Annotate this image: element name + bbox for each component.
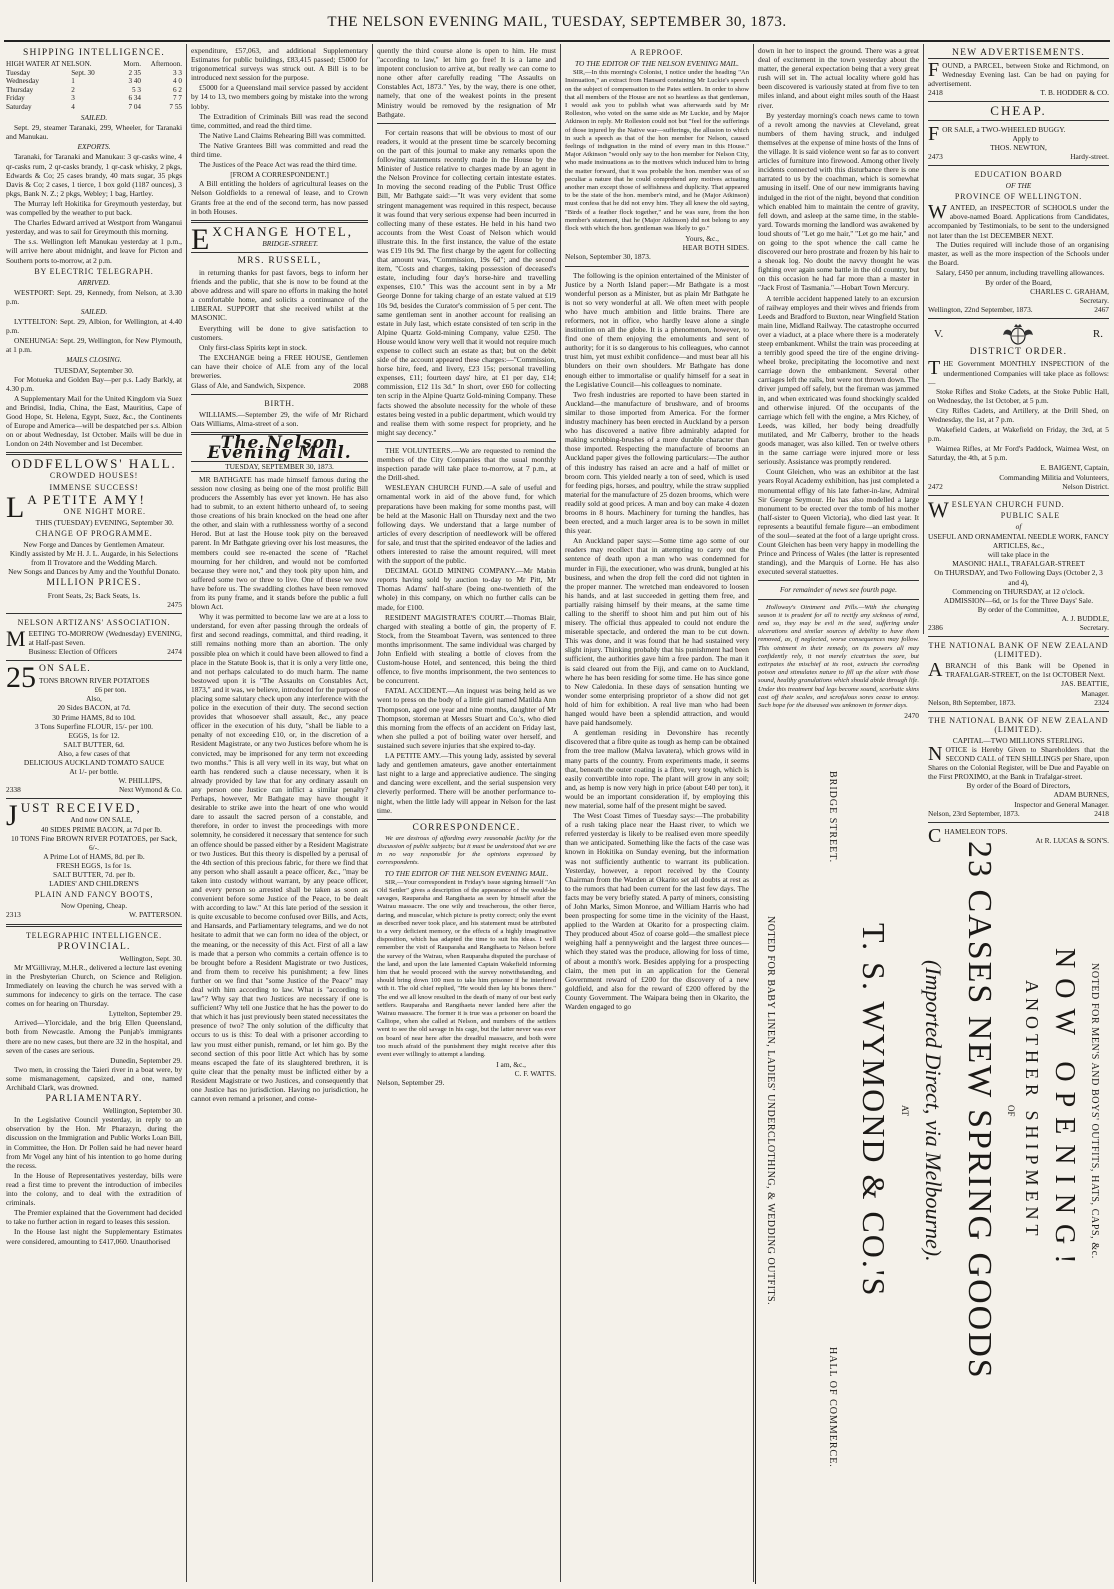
ad-number: 2475 — [167, 599, 182, 609]
drop-cap: W — [928, 201, 947, 224]
ad-block: W ANTED, an INSPECTOR of SCHOOLS under the above-named Board. Applications from Candidates, accompanied by Testimonials, to be sent to the undersigned not later than the 1st DECEMBER NEXT. — [928, 201, 1109, 240]
table-row: Thursday 2 5 3 6 2 — [6, 85, 182, 94]
paragraph: Count Gleichen, who was an exhibitor at the last years Royal Academy exhibition, has just completed a monumental effigy of his late father-in-law, Admiral Sir George Seymour. He has also modelled a large monument to be erected over the tomb of his mother (half-sister to Queen Victoria), who died last year. It represents a beautiful female figure—an embodiment of the soul—seated at the foot of a large upright cross. Count Gleichen has been very happy in modelling the Prince and Princess of Wales (the latter is represented standing), and the Marquis of Lorne. He has also executed several statuettes. — [758, 467, 919, 577]
paragraph: In the House last night the Supplementary Estimates were considered, amounting to £417,060. Unauthorised — [6, 1227, 182, 1246]
paragraph: The Charles Edward arrived at Westport from Wanganui yesterday, and was to sail for Greymouth this morning. — [6, 218, 182, 237]
drop-cap: F — [928, 122, 940, 145]
drop-cap: N — [928, 743, 943, 765]
masthead-rule — [4, 40, 1110, 42]
ad-block: E XCHANGE HOTEL, — [191, 222, 353, 256]
ad-block: W ESLEYAN CHURCH FUND. — [928, 496, 1065, 522]
paragraph: Arrived—Ylorcidale, and the brig Ellen Queensland, both from Newcastle. Among the Punjab's immigrants there are no new cases, but there are 32 in the hospital, and seven of the cases are serious. — [6, 1018, 182, 1055]
masthead: THE NELSON EVENING MAIL, TUESDAY, SEPTEMBER 30, 1873. — [327, 14, 787, 30]
divider — [6, 798, 182, 799]
ad-line: NOW OPENING! — [1049, 947, 1080, 1274]
ad-line: Front Seats, 2s; Back Seats, 1s. — [47, 590, 141, 600]
tide-table — [6, 60, 182, 111]
ad-line: New Forge and Dances by Gentlemen Amateur. — [23, 540, 165, 550]
paragraph: The following is the opinion entertained of the Minister of Justice by a North Island paper:—Mr Bathgate is a most wonderful person as a Minister, but as plain Mr Bathgate he is not so very wonderful at all. We often meet with people who have much ambition and little brains. There are reformers, not in office, who hardly leave alone a single institution on all the globe. It is a phenomenon, however, to find one of them enjoying the emoluments and sent of authority; for it is so dangerous to his colleagues, who cannot trust him, yet must exhibit confidence—and must bear all his blunders on their own shoulders. Mr Bathgate has done enough either to immortalise or qualify himself for a seat in the Legislative Council—his colleagues to nominate. — [565, 270, 749, 389]
paragraph: LYTTELTON: Sept. 29, Albion, for Wellington, at 4.40 p.m. — [6, 317, 182, 336]
divider — [191, 394, 368, 395]
section-heading: A REPROOF. — [630, 48, 684, 57]
paragraph: WESLEYAN CHURCH FUND.—A sale of useful and ornamental work in aid of the above fund, for which preparations have been making for some months past, will be held at the Masonic Hall on Thursday next and the two following days. We understand that a large number of articles of every description of needlework will be offered for sale, and trust that the spirited endeavor of the ladies and others interested to raise the amount required, will meet with the support of the public. — [377, 483, 556, 566]
divider — [6, 924, 182, 927]
ad-line: CROWDED HOUSES! — [49, 471, 139, 481]
drop-cap: J — [6, 799, 18, 833]
paragraph: Holloway's Ointment and Pills.—With the changing season it is prudent for all to rectify any sickness of mind, tend so, they may be evil in the seed, suffering under ulcerations and similar sources of debility to have them removed, as, if neglected, worse consequences may follow. This ointment in their remedy, on its powers all may confidently rely, it not merely cicatrises the sore, but extirpates the mischief at its root, extracts the corroding poison and stimulates nature to fill up the ulcer with those sound, healthy granulations which should abide through life. Under this treatment bad legs become sound, scorbutic skins cast off their scales, and scrofulous sores cease to annoy. Such hope for the diseased was unknown in former days. — [758, 603, 919, 709]
divider — [6, 613, 182, 614]
drop-cap: E — [191, 222, 210, 256]
paragraph: The Native Grantees Bill was committed and read the third time. — [191, 140, 368, 160]
ad-block: N OTICE is Hereby Given to Shareholders that the SECOND CALL of TEN SHILLINGS per Share, upon Shares on the Colonial Register, will be Due and Payable on the First PROXIMO, at the Bank in Trafalgar-street. — [928, 743, 1109, 782]
tide-table-header: Afternoon. — [150, 60, 182, 69]
divider — [928, 495, 1109, 496]
paragraph: A terrible accident happened lately to an excursion of railway employes and their wives and friends from Leeds and Bradford to Buxton, near Wingfield Station main line, Midland Railway. The catastrophe occurred over a viaduct, at a place where there is a moderately steep embankment. Whilst the train was proceeding at a terribly good speed the tire of the engine driving-wheel broke, precipitating the locomotive and next carriage down the embankment. Several other carriages left the rails, but were not thrown down. The driver jumped off safely, but the fireman was jammed in, and when extricated was found shockingly scalded and otherwise injured. Of the occupants of the carriage which fell with the engine, a Mrs Kichey, of Leeds, was killed, her body being dreadfully mutilated, and Mr Calberry, brother to the heads goods manager, was also killed. Ten or twelve others in the same carriage were injured more or less seriously. Assistance was promptly rendered. — [758, 293, 919, 467]
section-heading: CORRESPONDENCE. — [412, 822, 521, 833]
column-divider — [560, 44, 561, 1582]
divider — [928, 101, 1109, 102]
paragraph: The Native Land Claims Rehearing Bill was committed. — [199, 130, 366, 140]
paragraph: TUESDAY, September 30. — [54, 365, 134, 375]
paragraph: expenditure, £57,063, and additional Supplementary Estimates for public buildings, £83,415 passed; £5000 for trigonometrical surveys was struck out. A Bill is to be introduced next session for the purpose. — [191, 46, 368, 83]
paragraph: For Motueka and Golden Bay—per p.s. Lady Barkly, at 4.30 p.m. — [6, 374, 182, 393]
tide-table-header: Morn. — [123, 60, 142, 69]
paper-date: TUESDAY, SEPTEMBER 30, 1873. — [191, 461, 368, 472]
vertical-advertisement — [755, 637, 1110, 1584]
paragraph: The Premier explained that the Government had decided to take no further action in regard to leases this session. — [6, 1208, 182, 1227]
column-divider — [923, 44, 924, 634]
ad-block: F OR SALE, a TWO-WHEELED BUGGY. — [928, 122, 1066, 145]
paragraph: Mr M'Gillivray, M.H.R., delivered a lecture last evening in the Presbyterian Church, on Science and Religion. Immediately on leaving the church he was served with a summons for indecency to girls on the terrace. The case comes on for hearing on Thursday. — [6, 962, 182, 1009]
ad-line: NOTED FOR MEN'S AND BOYS' OUTFITS, HATS, CAPS, &c. — [1089, 962, 1100, 1259]
paragraph: quently the third course alone is open to him. He must "according to law," let him go free! It is a lame and impotent conclusion to arrive at, but really we can come to none other after carefully reading "The Assaults on Constables Act, 1873." Yes, by the way, there is one other, namely, that one of the weakest points in the present Ministry would be removed by the resignation of Mr Bathgate. — [377, 46, 556, 119]
ad-block: T HE Government MONTHLY INSPECTION of the undermentioned Companies will take place as follows:— — [928, 357, 1109, 387]
paragraph: In the Legislative Council yesterday, in reply to an observation by the Hon. Mr Pharazyn, during the discussion on the Immigration and Public Works Loan Bill, in Committee, the Hon. Dr Pollen said he had never heard from Mr Vogel any hint of his intention to go home during the recess. — [6, 1115, 182, 1170]
drop-cap: C — [928, 824, 942, 847]
paragraph: A Bill entitling the holders of agricultural leases on the Nelson Goldfields to a renewal of lease, and to Crown Grants free at the end of the second term, has now passed in both Houses. — [191, 179, 368, 216]
drop-cap: A — [928, 659, 943, 682]
subheading: MAILS CLOSING. — [66, 355, 122, 365]
section-heading: PARLIAMENTARY. — [45, 1094, 143, 1105]
column-3: quently the third course alone is open to him. He must "according to law," let him go free! It is a lame and impotent conclusion to arrive at, but really we can come to none other after carefully reading "The Assaults on Constables Act, 1873." Yes, by the way, there is one other, namely, that one of the weakest points in the present Ministry would be removed by the resignation of Mr Bathgate. For certain reasons that will be obvious to most of our readers, it would at the present time be scarcely becoming on the part of this journal to make any remarks upon the following statements recently made in the House by the Minister of Justice relative to charges made by an agent in the Nelson Province for collecting certain intestate estates. In moving the second reading of the Public Trust Office Bill, Mr Bathgate said:—"It was very evident that some stringent management was required in this respect, because it was found that very serious expense had been incurred in collecting many of these estates. He held in his hand two accounts from the West Coast of Nelson which would illustrate this. In the first instance, the value of the estate was £19 10s 9d. The first charge by the agent for collecting that amount was, "Commission, 19s 6d"; and the second item, "Costs and charges, taking possession of deceased's estate, including four day's horse-hire and travelling expenses, £10." This was the account sent in by a Mr George Donne for taking charge of an estate valued at £19 10s 9d, besides the Curator's commission of 5 per cent. The same gentleman sent in another account for realising an estate in July last, which estate consisted of ten scrip in the Alpine Quartz Gold-mining Company, value £250. The House would know very well that it would not require much expense to collect such an estate as that; but on the debit side of the account appeared these charges:—"Commission, horse hire, feed, and livery, £23 15s; personal travelling expenses, £11; fourteen days' hire, at £1 per day, £14; commission, £12 11s 3d." In short, over £60 for collecting ten scrip in the Alpine Quartz Gold-mining Company. These facts showed the absolute necessity for the whole of these estates being vested in a public department, which would try and realise them with some respect for propriety, and he might say decency." THE VOLUNTEERS.—We are requested to remind the members of the City Companies that the usual monthly inspection parade will take place to-morrow, at 7 p.m., at the Drill-shed. WESLEYAN CHURCH FUND.—A sale of useful and ornamental work in aid of the above fund, for which preparations have been making for some months past, will be held at the Masonic Hall on Thursday next and the two following days. We understand that a large number of articles of every description of needlework will be offered for sale, and trust that the spirited endeavor of the ladies and others interested to raise the amount required, will meet with the support of the public. DECIMAL GOLD MINING COMPANY.—Mr Mabin reports having sold by auction to-day to Mr Pitt, Mr Thomas Adams' half-share (being one-twentieth of the whole) in this company, on which no further calls can be made, for £100. RESIDENT MAGISTRATE'S COURT.—Thomas Blair, charged with stealing a bottle of gin, the property of F. Stock, from the Steamboat Tavern, was sentenced to three months imprisonment. The same individual was charged by John Enfield with stealing a bottle of cloves from the Custom-house Hotel, and sentenced, this being the third offence, to five months imprisonment, the two sentences to be concurrent. FATAL ACCIDENT.—An inquest was being held as we went to press on the body of a little girl named Matilda Ann Thompson, aged one year and nine months, daughter of Mr Thompson, storeman at Messrs Stuart and Co.'s, who died this morning from the effects of an accident on Friday last, when she pulled a pot of boiling water over herself, and sustained such severe injuries that she expired to-day. LA PETITE AMY.—This young lady, assisted by several lady and gentlemen amateurs, gave another entertainment last night to a large and appreciative audience. The singing and dancing were excellent, and the serial suspension very cleverly performed. There will be another performance to-night, when the little lady will appear in Nelson for the last time. CORRESPONDENCE. We are desirous of affording every reasonable facility for the discussion of public subjects; but it must be understood that we are in no way responsible for the opinions expressed by correspondents. TO THE EDITOR OF THE NELSON EVENING MAIL. SIR,—Your correspondent in Friday's issue signing himself "An Old Settler" gives a description of the appearance of the would-be savages, Rauparaha and Rangihaeta as seen by himself after the Wairau massacre. The one wily and treacherous, the other fierce, daring, and muscular, which picture is pretty correct; only the event as described never took place, and his statement must be attributed to a very deficient memory, or the effects of a highly imaginative disposition, which has adapted the time to suit his ideas. I well remember the visit of Rauparaha and Rangihaeta to Nelson before the survey of the Wairau, when Rauparaha disputed the purchase of the land, and upon the late lamented Captain Wakefield informing him that he would proceed with the survey notwithstanding, and should bring down 100 men to take him prisoner if he interfered with it. The old chief replied, "He would then lay his bones there." The end we all know resulted in the death of many of our best early settlers. Rauparaha and Rangihaeta never landed here after the Wairau massacre. The former it is true was a prisoner on board the Calliope, when she called at Nelson, and numbers of the settlers went to see the old savage in his cage, but the latter never was ever on board of near here after the dreadful massacre, and both were too much afraid of the punishment they might receive after this event ever willingly to attempt a landing. I am, &c., C. F. WATTS. Nelson, September 29. — [377, 46, 556, 1088]
ad-line: THIS (TUESDAY) EVENING, September 30. — [35, 517, 174, 527]
column-divider — [372, 44, 373, 1582]
subheading: SAILED. — [80, 306, 108, 316]
ad-block: C HAMELEON TOPS. — [928, 824, 1008, 847]
ad-line: BRIDGE STREET. — [827, 770, 838, 864]
paragraph: The Murray left Hokitika for Greymouth yesterday, but was compelled by the weather to put back. — [6, 198, 182, 218]
divider — [758, 580, 919, 581]
paragraph: A Supplementary Mail for the United Kingdom via Suez and Brindisi, India, China, the East, Mauritius, Cape of Good Hope, St. Helena, Egypt, Suez, &c., the Continents of Europe and America—will be despatched per s.s. Albion on or about Wednesday, 1st October. Mails will be due in London on 24th November and 1st December. — [6, 393, 182, 449]
ad-footer: Business: Election of Officers 2474 — [28, 646, 182, 656]
column-divider — [753, 44, 754, 1582]
paragraph: Sept. 29, steamer Taranaki, 299, Wheeler, for Taranaki and Manukau. — [6, 123, 182, 142]
paragraph: An Auckland paper says:—Some time ago some of our readers may recollect that in attempting to carry out the sentence of death upon a man who was condemned for murder in Fiji, the executioner, who was drunk, bungled at his business, and when the drop fell the cord did not tighten in the proper manner. The wretched man endeavored to loosen his hands, and at last succeeded in getting them free, and partially raising himself by their means, at the same time calling to the sheriff to shoot him and put him out of his misery. The official thus appealed to could not endure the miserable spectacle, and ordered the man to be cut down. This was done, and it was found that he had sustained very slight injury. Thinking probably that his punishment had been sufficient, the authorities gave him a free pardon. The man it is said cleared out from the Fiji, and came on to Auckland, where he has been residing for some time. He has since gone to New Caledonia. In these days of sensation hunting we wonder some enterprising proprietor of a show did not get hold of him for exhibition. A real live man who had been hanged would have been a splendid attraction, and would have paid handsomely. — [565, 536, 749, 728]
paragraph: Taranaki, for Taranaki and Manukau: 3 qr-casks wine, 4 qr-casks rum, 2 qr-casks brandy, 1 qr-cask whisky, 2 pkgs, Edwards & Co; 25 cases brandy, 40 mats sugar, 35 pkgs Davis & Co; 2 cases, 1 tierce, 1 box gold (1187 ounces), 3 pkgs, Bank N. Z.; 2 pkgs, Webley; 1 bag, Hartley. — [6, 152, 182, 198]
ad-line: A PETITE AMY! — [27, 491, 146, 507]
ad-line: MILLION PRICES. — [46, 578, 142, 589]
divider — [191, 252, 368, 253]
paragraph: The s.s. Wellington left Manukau yesterday at 1 p.m., will arrive here about midnight, and leave for Picton and Southern ports to-morrow, at 2 p.m. — [6, 237, 182, 265]
paragraph: DECIMAL GOLD MINING COMPANY.—Mr Mabin reports having sold by auction to-day to Mr Pitt, Mr Thomas Adams' half-share (being one-twentieth of the whole) in this company, on which no further calls can be made, for £100. — [377, 566, 556, 612]
section-heading: PROVINCIAL. — [57, 941, 131, 952]
ad-line: OF — [1006, 1104, 1016, 1117]
paragraph: A gentleman residing in Devonshire has recently discovered that a fibre quite as tough as hemp can be obtained from the tree mallow (Malva lavatera), which grows wild in many parts of the country. From experiments made, it seems that, beneath the outer coating is a fibre, very tough, which is easily convertible into rope. The plant will grow in any soil; and, as hemp is now very high in price (about £40 per ton), it would be an important consideration if, by employing this new material, some half of the present might be saved. — [565, 728, 749, 810]
divider — [191, 220, 368, 223]
ad-line: (Imported Direct, via Melbourne). — [921, 959, 946, 1262]
divider — [928, 318, 1109, 319]
paragraph: Two men, in crossing the Taieri river in a boat were, by some mismanagement, capsized, and one, named Archibald Clark, was drowned. — [6, 1064, 182, 1092]
drop-cap: M — [6, 625, 26, 651]
drop-cap: 25 — [6, 661, 36, 695]
royal-crest: V. R. — [934, 323, 1103, 345]
editorial-paragraph: MR BATHGATE has made himself famous during the session now closing as being one of the most prolific Bill producers the Assembly has ever yet known. He has also had to submit, to an extent hitherto unheard of, to seeing those creations of his brain knocked on the head one after the other, and slain with a ruthlessness worthy of a second Herod. But at last the House took pity on the bereaved parent. In Mr Bathgate grieving over his lost measures, the members could see re-enacted the scene of "Rachel mourning for her children, and would not be comforted because they were not," and they took pity upon him, and suffered some two or three to live. One of these we now have before us. The swaddling clothes have been removed from its puny frame, and it stands before the public a full blown Act. — [191, 474, 368, 612]
divider — [6, 452, 182, 455]
paragraph: WESTPORT: Sept. 29, Kennedy, from Nelson, at 3.30 p.m. — [6, 287, 182, 306]
ad-heading: NELSON ARTIZANS' ASSOCIATION. — [17, 617, 171, 627]
divider — [565, 266, 749, 267]
table-row: Wednesday 1 3 40 4 0 — [6, 77, 182, 86]
ad-line: 23 CASES NEW SPRING GOODS — [961, 841, 998, 1380]
paragraph: LA PETITE AMY.—This young lady, assisted by several lady and gentlemen amateurs, gave another entertainment last night to a large and appreciative audience. The singing and dancing were excellent, and the serial suspension very cleverly performed. There will be another performance to-night, when the little lady will appear in Nelson for the last time. — [377, 751, 556, 815]
ad-block: F OUND, a PARCEL, between Stoke and Richmond, on Wednesday Evening last. Can be had on paying for advertisement. — [928, 59, 1109, 89]
paper-title: The Nelson Evening Mail. — [207, 433, 352, 463]
ad-line: New Songs and Dances by Amy and the Youthful Donato. — [8, 567, 180, 577]
paragraph: In the House of Representatives yesterday, bills were read a first time to prevent the introduction of imbeciles into the colony, and to deal with the extradition of criminals. — [6, 1170, 182, 1208]
paragraph: For certain reasons that will be obvious to most of our readers, it would at the present time be scarcely becoming on the part of this journal to make any remarks upon the following statements recently made in the House by the Minister of Justice relative to charges made by an agent in the Nelson Province for collecting certain intestate estates. In moving the second reading of the Public Trust Office Bill, Mr Bathgate said:—"It was very evident that some stringent management was required in this respect, because it was found that very serious expense had been incurred in collecting many of these estates. He held in his hand two accounts from the West Coast of Nelson which would illustrate this. In the first instance, the value of the estate was £19 10s 9d. The first charge by the agent for collecting that amount was, "Commission, 19s 6d"; and the second item, "Costs and charges, taking possession of deceased's estate, including four day's horse-hire and travelling expenses, £10." This was the account sent in by a Mr George Donne for taking charge of an estate valued at £19 10s 9d, besides the Curator's commission of 5 per cent. The same gentleman sent in another account for realising an estate in July last, which estate consisted of ten scrip in the Alpine Quartz Gold-mining Company, value £250. The House would know very well that it would not require much expense to collect such an estate as that; but on the debit side of the account appeared these charges:—"Commission, horse hire, feed, and livery, £23 15s; personal travelling expenses, £11; fourteen days' hire, at £1 per day, £14; commission, £12 11s 3d." In short, over £60 for collecting ten scrip in the Alpine Quartz Gold-mining Company. These facts showed the absolute necessity for the whole of these estates being vested in a public department, which would try and realise them with some respect for propriety, and he might say decency." — [377, 127, 556, 437]
ad-line: IMMENSE SUCCESS! — [49, 482, 139, 492]
column-1: SHIPPING INTELLIGENCE. HIGH WATER AT NELSON. Morn. Afternoon. Tuesday Sept. 30 2 35 3 3 Wednesday 1 3 40 4 0 Thursday 2 5 3 6 2 Friday 3 6 34 7 7 Saturday 4 7 04 7 55 SAILED. Sept. 29, steamer Taranaki, 299, Wheeler, for Taranaki and Manukau. EXPORTS. Taranaki, for Taranaki and Manukau: 3 qr-casks wine, 4 qr-casks rum, 2 qr-casks brandy, 1 qr-cask whisky, 2 pkgs, Edwards & Co; 25 cases brandy, 40 mats sugar, 35 pkgs Davis & Co; 2 cases, 1 tierce, 1 box gold (1187 ounces), 3 pkgs, Bank N. Z.; 2 pkgs, Webley; 1 bag, Hartley. The Murray left Hokitika for Greymouth yesterday, but was compelled by the weather to put back. The Charles Edward arrived at Westport from Wanganui yesterday, and was to sail for Greymouth this morning. The s.s. Wellington left Manukau yesterday at 1 p.m., will arrive here about midnight, and leave for Picton and Southern ports to-morrow, at 2 p.m. BY ELECTRIC TELEGRAPH. ARRIVED. WESTPORT: Sept. 29, Kennedy, from Nelson, at 3.30 p.m. SAILED. LYTTELTON: Sept. 29, Albion, for Wellington, at 4.40 p.m. ONEHUNGA: Sept. 29, Wellington, for New Plymouth, at 1 p.m. MAILS CLOSING. TUESDAY, September 30. For Motueka and Golden Bay—per p.s. Lady Barkly, at 4.30 p.m. A Supplementary Mail for the United Kingdom via Suez and Brindisi, India, China, the East, Mauritius, Cape of Good Hope, St. Helena, Egypt, Suez, &c., the Continents of Europe and America—will be despatched per s.s. Albion on or about Wednesday, 1st October. Mails will be due in London on 24th November and 1st December. ODDFELLOWS' HALL. CROWDED HOUSES! IMMENSE SUCCESS! L A PETITE AMY! ONE NIGHT MORE. THIS (TUESDAY) EVENING, September 30. CHANGE OF PROGRAMME. New Forge and Dances by Gentlemen Amateur. Kindly assisted by Mr H. J. L. Augarde, in his Selections from Il Trovatore and the Wedding March. New Songs and Dances by Amy and the Youthful Donato. MILLION PRICES. Front Seats, 2s; Back Seats, 1s. 2475 NELSON ARTIZANS' ASSOCIATION. M EETING TO-MORROW (Wednesday) EVENING, at Half-past Seven. Business: Election of Officers 2474 25 ON SALE. TONS BROWN RIVER POTATOES £6 per ton. Also, 20 Sides BACON, at 7d. 30 Prime HAMS, 8d to 10d. 3 Tons Superfine FLOUR, 15/- per 100. EGGS, 1s for 12. SALT BUTTER, 6d. Also, a few cases of that DELICIOUS AUCKLAND TOMATO SAUCE At 1/- per bottle. W. PHILLIPS, 2338 Next Wymond & Co. J UST RECEIVED, And now ON SALE, 40 SIDES PRIME BACON, at 7d per lb. 10 TONS Fine BROWN RIVER POTATOES, per Sack, 6/-. A Prime Lot of HAMS, 8d. per lb. FRESH EGGS, 1s for 1s. SALT BUTTER, 7d. per lb. LADIES' AND CHILDREN'S PLAIN AND FANCY BOOTS, Now Opening, Cheap. 2313 W. PATTERSON. TELEGRAPHIC INTELLIGENCE. PROVINCIAL. Wellington, Sept. 30. Mr M'Gillivray, M.H.R., delivered a lecture last evening in the Presbyterian Church, on Science and Religion. Immediately on leaving the church he was served with a summons for indecency to girls on the terrace. The case comes on for hearing on Thursday. Lyttelton, September 29. Arrived—Ylorcidale, and the brig Ellen Queensland, both from Newcastle. Among the Punjab's immigrants there are no new cases, but there are 32 in the hospital, and seven of the cases are serious. Dunedin, September 29. Two men, in crossing the Taieri river in a boat were, by some mismanagement, capsized, and one, named Archibald Clark, was drowned. PARLIAMENTARY. Wellington, September 30. In the Legislative Council yesterday, in reply to an observation by the Hon. Mr Pharazyn, during the discussion on the Immigration and Public Works Loan Bill, in Committee, the Hon. Dr Pollen said he had never heard from Mr Vogel any hint of his intention to go home during the recess. In the House of Representatives yesterday, bills were read a first time to prevent the introduction of imbeciles into the colony, and to deal with the extradition of criminals. The Premier explained that the Government had decided to take no further action in regard to leases this session. In the House last night the Supplementary Estimates were considered, amounting to £417,060. Unauthorised — [6, 48, 182, 1246]
drop-cap: F — [928, 59, 940, 82]
ad-block: J UST RECEIVED, — [6, 799, 142, 833]
paragraph: Two fresh industries are reported to have been started in Auckland—the manufacture of brushware, and of brooms similar to those imported from America. For the former industry machinery has been erected in Auckland by a person who has discovered a native fibre admirably adapted for making scrubbing-brushes of a more durable character than those imported. Respecting the manufacture of brooms an Auckland paper gives the following particulars:—The author of this industry has raised an acre and a half of millet or broom corn. This yielded nearly a ton of seed, which is used for feeding pigs, horses, and poultry, while the straw supplied material for the manufacture of 25 dozen brooms, which were readily sold at good prices. A man and boy can make 4 dozen brooms in 8 hours. Machinery for turning the handles, has been erected, and a much larger area is to be sown in millet this year. — [565, 389, 749, 536]
paragraph: THE VOLUNTEERS.—We are requested to remind the members of the City Companies that the usual monthly inspection parade will take place to-morrow, at 7 p.m., at the Drill-shed. — [377, 445, 556, 483]
paragraph: £5000 for a Queensland mail service passed by accident by 14 to 13, two members going by mistake into the wrong lobby. — [191, 83, 368, 111]
editorial-paragraph: Why it was permitted to become law we are at a loss to understand, for even after passing through the ordeals of first and second readings, committal, and third reading, it still remains nothing more than an abortion. The only possible plea on which it could have been allowed to find a place in the Statute Book is, that it is only a very little one, and not perhaps calculated to do much harm. The name bestowed upon it is "The Assaults on Constables Act, 1873," and it was, we believe, introduced for the purpose of placing some salutary check upon any interference with the police in the execution of their duty. The second section provides that whosoever shall assault, &c., any peace officer in the execution of his duty, "shall be liable to a penalty of not exceeding £10, or, in the discretion of a Resident Magistrate, or any two Justices before whom he is convicted, may be imprisoned for any term not exceeding two months." This is all very well in its way, but what on earth has rendered such a clause necessary, when it is already provided by law that for any ordinary assault on any person one Justice can inflict a similar penalty? Perhaps, however, Mr Bathgate may have thought it desirable to strike awe into the heart of one who would dare to assault the sacred person of a constable, and therefore, in order to invest the proceedings with more solemnity, he considered it necessary that sentence for such an offence should be passed either by a Resident Magistrate or two Justices. But this theory is dispelled by a perusal of the 4th section of this precious fabric, for there we find that any person who shall assault a peace officer, &c., "may be taken into custody without warrant, by any peace officer, and every person so arrested shall be taken as soon as convenient before some Justice of the Peace, to be dealt with according to law." At this late period of the session it is quite excusable to become confused over Bills, and Acts, and Hansards, and Parliamentary telegrams, and we do not hesitate to admit that we can form no idea of the object, or the meaning, or the necessity of this Act. First of all a law is made that a person who commits a certain offence is to be brought before a Resident Magistrate or two Justices, and from them to receive his punishment; a few lines further on we find that "some Justice of the Peace" may deal with him according to law. What is "according to law"? Why say that two Justices are necessary if one is sufficient? Why tell one Justice that he has the power to do that which it has just previously been stated necessitates the presence of two? The only solution of the difficulty that occurs to us is this: To deal with a prisoner according to law you must either punish, remand, or let him go. By the second section of this poor little Act which has by some means escaped the fate of its slaughtered brethren, it is quite clear that the penalty must be inflicted either by a Resident Magistrate or two Justices, and consequently that one Justice has no jurisdiction. Having no jurisdiction, he cannot even remand a prisoner, and conse- — [191, 612, 368, 1104]
ad-line: Kindly assisted by Mr H. J. L. Augarde, in his Selections from Il Trovatore and the Wedding March. — [9, 549, 179, 568]
section-heading: TELEGRAPHIC INTELLIGENCE. — [26, 930, 162, 940]
divider — [377, 123, 556, 124]
column-6: NEW ADVERTISEMENTS. F OUND, a PARCEL, between Stoke and Richmond, on Wednesday Evening last. Can be had on paying for advertisement. 2418 T. B. HODDER & CO. CHEAP. F OR SALE, a TWO-WHEELED BUGGY. Apply to THOS. NEWTON, 2473 Hardy-street. EDUCATION BOARD OF THE PROVINCE OF WELLINGTON. W ANTED, an INSPECTOR of SCHOOLS under the above-named Board. Applications from Candidates, accompanied by Testimonials, to be sent to the undersigned not later than the 1st DECEMBER NEXT. The Duties required will include those of an organising master, as well as the more inspection of the Schools under the Board. Salary, £450 per annum, including travelling allowances. By order of the Board, CHARLES C. GRAHAM, Secretary. Wellington, 22nd September, 1873. 2467 V. R. DISTRICT ORDER. T HE Government MONTHLY INSPECTION of the undermentioned Companies will take place as follows:— Stoke Rifles and Stoke Cadets, at the Stoke Public Hall, on Wednesday, the 1st October, at 5 p.m. City Rifles Cadets, and Artillery, at the Drill Shed, on Wednesday, the 1st, at 7 p.m. Wakefield Cadets, at Wakefield on Friday, the 3rd, at 5 p.m. Waimea Rifles, at Mr Ford's Paddock, Waimea West, on Saturday, the 4th, at 5 p.m. E. BAIGENT, Captain, Commanding Militia and Volunteers, 2472 Nelson District. W ESLEYAN CHURCH FUND. PUBLIC SALE of USEFUL AND ORNAMENTAL NEEDLE WORK, FANCY ARTICLES, &c., will take place in the MASONIC HALL, TRAFALGAR-STREET On THURSDAY, and Two Following Days (October 2, 3 and 4), Commencing on THURSDAY, at 12 o'clock. ADMISSION—6d, or 1s for the Three Days' Sale. By order of the Committee, A. J. BUDDLE, 2386 Secretary. THE NATIONAL BANK OF NEW ZEALAND (LIMITED). A BRANCH of this Bank will be Opened in TRAFALGAR-STREET, on the 1st OCTOBER Next. JAS. BEATTIE, Manager. Nelson, 8th September, 1873. 2324 THE NATIONAL BANK OF NEW ZEALAND (LIMITED). CAPITAL—TWO MILLIONS STERLING. N OTICE is Hereby Given to Shareholders that the SECOND CALL of TEN SHILLINGS per Share, upon Shares on the Colonial Register, will be Due and Payable on the First PROXIMO, at the Bank in Trafalgar-street. By order of the Board of Directors, ADAM BURNES, Inspector and General Manager. Nelson, 23rd September, 1873. 2418 C HAMELEON TOPS. At R. LUCAS & SON'S. — [928, 48, 1109, 847]
divider — [758, 599, 919, 600]
column-5: down in her to inspect the ground. There was a great deal of excitement in the town yesterday about the matter, the general expectation being that a very great rush will set in. The actual locality where gold has been discovered is variously stated at from five to ten miles inland, and about eight miles south of the Haast river. By yesterday morning's coach news came to town of a revolt among the navvies at Cleveland, great numbers of them having struck, and indulged themselves at the expense of mine hosts of the Inns of the village. It is said violence went so far as to convert articles of furniture into firewood. Among other lively incidents connected with this disturbance there is one narrated to us by the coachman, which is somewhat amusing in itself. One of our new immigrants having indulged in the riot of the night, beyond that condition which enabled him to maintain the centre of gravity, fell down, and asleep at the same time, in the stable-yard. Towards morning the landlord was awakened by loud shouts of "Let go me hair," "Let go me hair," and on going to the spot whence the call came he discovered our hero prostrate and frozen by his hair to a sheoak log. No doubt the navvy thought he was fighting over again some battle in the old country, but on this occasion he had far more than a master in "Jack Frost of Tasmania."—Hobart Town Mercury. A terrible accident happened lately to an excursion of railway employes and their wives and friends from Leeds and Bradford to Buxton, near Wingfield Station main line, Midland Railway. The catastrophe occurred over a viaduct, at a place where there is a moderately steep embankment. Whilst the train was proceeding at a terribly good speed the tire of the engine driving-wheel broke, precipitating the locomotive and next carriage down the embankment. Several other carriages left the rails, but were not thrown down. The driver jumped off safely, but the fireman was jammed in, and when extricated was found shockingly scalded and otherwise injured. Of the occupants of the carriage which fell with the engine, a Mrs Kichey, of Leeds, was killed, her body being dreadfully mutilated, and Mr Calberry, brother to the heads goods manager, was also killed. Ten or twelve others in the same carriage were injured more or less seriously. Assistance was promptly rendered. Count Gleichen, who was an exhibitor at the last years Royal Academy exhibition, has just completed a monumental effigy of his late father-in-law, Admiral Sir George Seymour. He has also modelled a large monument to be erected over the tomb of his mother (half-sister to Queen Victoria), who died last year. It represents a beautiful female figure—an embodiment of the soul—seated at the foot of a large upright cross. Count Gleichen has been very happy in modelling the Prince and Princess of Wales (the latter is represented standing), and the Marquis of Lorne. He has also executed several statuettes. For remainder of news see fourth page. Holloway's Ointment and Pills.—With the changing season it is prudent for all to rectify any sickness of mind, tend so, they may be evil in the seed, suffering under ulcerations and similar sources of debility to have them removed, as, if neglected, worse consequences may follow. This ointment in their remedy, on its powers all may confidently rely, it not merely cicatrises the sore, but extirpates the mischief at its root, extracts the corroding poison and stimulates nature to fill up the ulcer with those sound, healthy granulations which should abide through life. Under this treatment bad legs become sound, scorbutic skins cast off their scales, and scrofulous sores cease to annoy. Such hope for the diseased was unknown in former days. 2470 — [758, 46, 919, 721]
shipping-heading: SHIPPING INTELLIGENCE. — [23, 48, 165, 58]
subheading: SAILED. — [80, 113, 108, 123]
ad-line: NOTED FOR BABY LINEN, LADIES' UNDERCLOTHING, & WEDDING OUTFITS. — [765, 915, 776, 1306]
royal-coat-of-arms-icon — [1001, 323, 1035, 345]
paragraph: The Justices of the Peace Act was read the third time. — [199, 160, 357, 170]
paragraph: SIR,—Your correspondent in Friday's issue signing himself "An Old Settler" gives a description of the appearance of the would-be savages, Rauparaha and Rangihaeta as seen by himself after the Wairau massacre. The one wily and treacherous, the other fierce, daring, and muscular, which picture is pretty correct; only the event as described never took place, and his statement must be attributed to a very deficient memory, or the effects of a highly imaginative disposition, which has adapted the time to suit his ideas. I well remember the visit of Rauparaha and Rangihaeta to Nelson before the survey of the Wairau, when Rauparaha disputed the purchase of the land, and upon the late lamented Captain Wakefield informing him that he would proceed with the survey notwithstanding, and should bring down 100 men to take him prisoner if he interfered with it. The old chief replied, "He would then lay his bones there." The end we all know resulted in the death of many of our best early settlers. Rauparaha and Rangihaeta never landed here after the Wairau massacre. The former it is true was a prisoner on board the Calliope, when she called at Nelson, and numbers of the settlers went to see the old savage in his cage, but the latter never was ever on board of near here after the dreadful massacre, and both were too much afraid of the punishment they might receive after this event ever willingly to attempt a landing. — [377, 878, 556, 1058]
table-row: Tuesday Sept. 30 2 35 3 3 — [6, 68, 182, 77]
paragraph: SIR,—In this morning's Colonist, I notice under the heading "An Insinuation," an extract from Hansard containing Mr Luckie's speech on the subject of compensation to the Pates settlers. In order to show that all members of the House are not so heartless as that gentleman, I would ask you to publish what was afterwards said by Mr Rolleston, who voted on the same side as Mr Luckie, and by Major Atkinson in reply. Mr Rolleston could not but "feel for the sufferings of those injured by the Native war—sufferings, the allusion to which in such a speech as that of the hon member for Nelson, caused feelings of indignation in the mind of every man in this House." Major Atkinson "would only say to the hon member for Nelson City, who made insinuations as to the motives which induced him to bring the matter forward, that it was probable the hon. member was of so peculiar a nature that he could comprehend any motives actuating another man except those of selfishness and duplicity. That appeared to be the state of the hon. member's mind, and he (Major Atkinson) must confess that he did not envy him. They all knew the old saying, "Birds of a feather flock together," and he was sure, from the hon member's statement, that he (Major Atkinson) did not belong to any flock with which the hon. gentleman was likely to go." — [565, 69, 749, 233]
ad-line: HALL OF COMMERCE. — [827, 1346, 838, 1468]
divider — [377, 441, 556, 442]
paragraph: By yesterday morning's coach news came to town of a revolt among the navvies at Cleveland, great numbers of them having struck, and indulged themselves at the expense of mine hosts of the Inns of the village. It is said violence went so far as to convert articles of furniture into firewood. Among other lively incidents connected with this disturbance there is one narrated to us by the coachman, which is somewhat amusing in itself. One of our new immigrants having indulged in the riot of the night, beyond that condition which enabled him to maintain the centre of gravity, fell down, and asleep at the same time, in the stable-yard. Towards morning the landlord was awakened by loud shouts of "Let go me hair," "Let go me hair," and on going to the spot whence the call came he discovered our hero prostrate and frozen by his hair to a sheoak log. No doubt the navvy thought he was fighting over again some battle in the old country, but on this occasion he had far more than a master in "Jack Frost of Tasmania."—Hobart Town Mercury. — [758, 110, 919, 293]
subheading: EXPORTS. — [77, 142, 111, 152]
column-2: expenditure, £57,063, and additional Supplementary Estimates for public buildings, £83,415 passed; £5000 for trigonometrical surveys was struck out. A Bill is to be introduced next session for the purpose. £5000 for a Queensland mail service passed by accident by 14 to 13, two members going by mistake into the wrong lobby. The Extradition of Criminals Bill was read the second time, committed, and read the third time. The Native Land Claims Rehearing Bill was committed. The Native Grantees Bill was committed and read the third time. The Justices of the Peace Act was read the third time. [FROM A CORRESPONDENT.] A Bill entitling the holders of agricultural leases on the Nelson Goldfields to a renewal of lease, and to Crown Grants free at the end of the second term, has now passed in both Houses. E XCHANGE HOTEL, BRIDGE-STREET. MRS. RUSSELL, in returning thanks for past favors, begs to inform her friends and the public, that she is now to be found at the above address and will spare no efforts in making the hotel a comfortable home, and solicits a continuance of the LIBERAL SUPPORT that she received whilst at the MASONIC. Everything will be done to give satisfaction to customers. Only first-class Spirits kept in stock. The EXCHANGE being a FREE HOUSE, Gentlemen can have their choice of ALE from any of the local breweries. Glass of Ale, and Sandwich, Sixpence. 2088 BIRTH. WILLIAMS.—September 29, the wife of Mr Richard Oats Williams, Alma-street of a son. The Nelson Evening Mail. TUESDAY, SEPTEMBER 30, 1873. MR BATHGATE has made himself famous during the session now closing as being one of the most prolific Bill producers the Assembly has ever yet known. He has also had to submit, to an extent hitherto unheard of, to seeing those creations of his brain knocked on the head one after the other, and slain with a ruthlessness worthy of a second Herod. But at last the House took pity on the bereaved parent. In Mr Bathgate grieving over his lost measures, the members could see re-enacted the scene of "Rachel mourning for her children, and would not be comforted because they were not," and they took pity upon him, and suffered some two or three to live. One of these we now have before us. The swaddling clothes have been removed from its puny frame, and it stands before the public a full blown Act. Why it was permitted to become law we are at a loss to understand, for even after passing through the ordeals of first and second readings, committal, and third reading, it still remains nothing more than an abortion. The only possible plea on which it could have been allowed to find a place in the Statute Book is, that it is only a very little one, and not perhaps calculated to do much harm. The name bestowed upon it is "The Assaults on Constables Act, 1873," and it was, we believe, introduced for the purpose of placing some salutary check upon any interference with the police in the execution of their duty. The second section provides that whosoever shall assault, &c., any peace officer in the execution of his duty, "shall be liable to a penalty of not exceeding £10, or, in the discretion of a Resident Magistrate, or any two Justices before whom he is convicted, may be imprisoned for any term not exceeding two months." This is all very well in its way, but what on earth has rendered such a clause necessary, when it is already provided by law that for any ordinary assault on any person one Justice can inflict a similar penalty? Perhaps, however, Mr Bathgate may have thought it desirable to strike awe into the heart of one who would dare to assault the sacred person of a constable, and therefore, in order to invest the proceedings with more solemnity, he considered it necessary that sentence for such an offence should be passed either by a Resident Magistrate or two Justices. But this theory is dispelled by a perusal of the 4th section of this precious fabric, for there we find that any person who shall assault a peace officer, &c., "may be taken into custody without warrant, by any peace officer, and every person so arrested shall be taken as soon as convenient before some Justice of the Peace, to be dealt with according to law." At this late period of the session it is quite excusable to become confused over Bills, and Acts, and Hansards, and Parliamentary telegrams, and we do not hesitate to admit that we can form no idea of the object, or the meaning, or the necessity of this Act. First of all a law is made that a person who commits a certain offence is to be brought before a Resident Magistrate or two Justices, and from them to receive his punishment; a few lines further on we find that "some Justice of the Peace" may deal with him according to law. What is "according to law"? Why say that two Justices are necessary if one is sufficient? Why tell one Justice that he has the power to do that which it has just previously been stated necessitates the presence of two? The only solution of the difficulty that occurs to us is this: To deal with a prisoner according to law you must either punish, remand, or let him go. By the second section of this poor little Act which has by some means escaped the fate of its slaughtered brethren, it is quite clear that the penalty must be inflicted either by a Resident Magistrate or two Justices, and consequently that one Justice has no jurisdiction. Having no jurisdiction, he cannot even remand a prisoner, and conse- — [191, 46, 368, 1104]
drop-cap: T — [928, 357, 941, 380]
paragraph: The West Coast Times of Tuesday says:—The probability of a rush taking place near the Haast river, to which we referred yesterday is likely to be realised even more speedily than we anticipated. Something like the facts of the case was known in Hokitika on Sunday evening, but the information was not sufficiently authentic to warrant its publication. Yesterday, however, a report received by the County Chairman from the Warden at Okarito set all doubts at rest as to the rumors that had been current for the last few days. The facts may be very briefly stated. A party of miners, consisting of John Marks, Simon Monroe, and William Harris who had been prospecting for some time in the vicinity of the Haast, applied to the Warden at Okarito for a prospecting claim. They produced about 45oz of coarse gold—the smallest piece weighing half a pennyweight and the largest three ounces—which they stated was the produce, allowing for loss of time, of about a month's work. Besides applying for a prospecting claim, the men put in an application for the General Government reward of £200 for the discovery of a new goldfield, and also for the reward of £200 offered by the County Government. The Waipara being then in Okarito, the Warden engaged to go — [565, 811, 749, 1012]
ad-line: CHANGE OF PROGRAMME. — [35, 528, 153, 538]
subheading: BY ELECTRIC TELEGRAPH. — [34, 266, 154, 276]
ad-line: EETING TO-MORROW (Wednesday) EVENING, at Half-past Seven. — [28, 628, 182, 647]
paragraph: ONEHUNGA: Sept. 29, Wellington, for New Plymouth, at 1 p.m. — [6, 336, 182, 355]
ad-line: ANOTHER SHIPMENT — [1022, 980, 1042, 1241]
paragraph: FATAL ACCIDENT.—An inquest was being held as we went to press on the body of a little girl named Matilda Ann Thompson, aged one year and nine months, daughter of Mr Thompson, storeman at Messrs Stuart and Co.'s, who died this morning from the effects of an accident on Friday last, when she pulled a pot of boiling water over herself, and sustained such severe injuries that she expired to-day. — [377, 686, 556, 750]
divider — [928, 120, 1109, 121]
ad-block: 25 ON SALE. TONS BROWN RIVER POTATOES — [6, 661, 150, 695]
divider — [377, 819, 556, 820]
column-4: A REPROOF. TO THE EDITOR OF THE NELSON EVENING MAIL. SIR,—In this morning's Colonist, I notice under the heading "An Insinuation," an extract from Hansard containing Mr Luckie's speech on the subject of compensation to the Pates settlers. In order to show that all members of the House are not so heartless as that gentleman, I would ask you to publish what was afterwards said by Mr Rolleston, who voted on the same side as Mr Luckie, and by Major Atkinson in reply. Mr Rolleston could not but "feel for the sufferings of those injured by the Native war—sufferings, the allusion to which in such a speech as that of the hon member for Nelson, caused feelings of indignation in the mind of every man in this House." Major Atkinson "would only say to the hon member for Nelson City, who made insinuations as to the motives which induced him to bring the matter forward, that it was probable the hon. member was of so peculiar a nature that he could comprehend any motives actuating another man except those of selfishness and duplicity. That appeared to be the state of the hon. member's mind, and he (Major Atkinson) must confess that he did not envy him. They all knew the old saying, "Birds of a feather flock together," and he was sure, from the hon member's statement, that he (Major Atkinson) did not belong to any flock with which the hon. gentleman was likely to go." Yours, &c., HEAR BOTH SIDES. Nelson, September 30, 1873. The following is the opinion entertained of the Minister of Justice by a North Island paper:—Mr Bathgate is a most wonderful person as a Minister, but as plain Mr Bathgate he is not so very wonderful at all. We often meet with people who have much ambition and little brains. There are reformers, not in office, who hardly leave alone a single institution on all the globe. It is a phenomenon, however, to find one of them enjoying the emoluments and sent of authority; for it is so dangerous to his colleagues, who cannot trust him, yet must exhibit confidence—and must bear all his blunders on their own shoulders. Mr Bathgate has done enough either to immortalise or qualify himself for a seat in the Legislative Council—his colleagues to nominate. Two fresh industries are reported to have been started in Auckland—the manufacture of brushware, and of brooms similar to those imported from America. For the former industry machinery has been erected in Auckland by a person who has discovered a native fibre admirably adapted for making scrubbing-brushes of a more durable character than those imported. Respecting the manufacture of brooms an Auckland paper gives the following particulars:—The author of this industry has raised an acre and a half of millet or broom corn. This yielded nearly a ton of seed, which is used for feeding pigs, horses, and poultry, while the straw supplied material for the manufacture of 25 dozen brooms, which were readily sold at good prices. A man and boy can make 4 dozen brooms in 8 hours. Machinery for turning the handles, has been erected, and a much larger area is to be sown in millet this year. An Auckland paper says:—Some time ago some of our readers may recollect that in attempting to carry out the sentence of death upon a man who was condemned for murder in Fiji, the executioner, who was drunk, bungled at his business, and when the drop fell the cord did not tighten in the proper manner. The wretched man endeavored to loosen his hands, and at last succeeded in getting them free, and partially raising himself by their means, at the same time calling to the sheriff to shoot him and put him out of his misery. The official thus appealed to could not endure the miserable spectacle, and ordered the man to be cut down. This was done, and it was found that he had sustained very slight injury. Thinking probably that his punishment had been sufficient, the authorities gave him a free pardon. The man it is said cleared out from the Fiji, and came on to Auckland, where he has been residing for some time. He has since gone to New Caledonia. In these days of sensation hunting we wonder some enterprising proprietor of a show did not get hold of him for exhibition. A real live man who had been hanged would have been a splendid attraction, and would have paid handsomely. A gentleman residing in Devonshire has recently discovered that a fibre quite as tough as hemp can be obtained from the tree mallow (Malva lavatera), which grows wild in many parts of the country. From experiments made, it seems that, beneath the outer coating is a fibre, very tough, which is easily convertible into rope. The plant will grow in any soil; and, as hemp is now very high in price (about £40 per ton), it would be an important consideration if, by employing this new material, some half of the present might be saved. The West Coast Times of Tuesday says:—The probability of a rush taking place near the Haast river, to which we referred yesterday is likely to be realised even more speedily than we anticipated. Something like the facts of the case was known in Hokitika on Sunday evening, but the information was not sufficiently authentic to warrant its publication. Yesterday, however, a report received by the County Chairman from the Warden at Okarito set all doubts at rest as to the rumors that had been current for the last few days. The facts may be very briefly stated. A party of miners, consisting of John Marks, Simon Monroe, and William Harris who had been prospecting for some time in the vicinity of the Haast, applied to the Warden at Okarito for a prospecting claim. They produced about 45oz of coarse gold—the smallest piece weighing half a pennyweight and the largest three ounces—which they stated was the produce, allowing for loss of time, of about a month's work. Besides applying for a prospecting claim, the men put in an application for the General Government reward of £200 for the discovery of a new goldfield, and also for the reward of £200 offered by the County Government. The Waipara being then in Okarito, the Warden engaged to go — [565, 48, 749, 1012]
subheading: ARRIVED. — [77, 277, 111, 287]
paragraph: down in her to inspect the ground. There was a great deal of excitement in the town yesterday about the matter, the general expectation being that a very great rush will set in. The actual locality where gold has been discovered is variously stated at from five to ten miles inland, and about eight miles south of the Haast river. — [758, 46, 919, 110]
drop-cap: W — [928, 496, 949, 522]
ad-line: T. S. WYMOND & CO.'S — [856, 923, 892, 1298]
table-row: Saturday 4 7 04 7 55 — [6, 102, 182, 111]
ad-heading: ODDFELLOWS' HALL. — [11, 456, 177, 472]
ad-block: A BRANCH of this Bank will be Opened in TRAFALGAR-STREET, on the 1st OCTOBER Next. — [928, 659, 1109, 682]
column-divider — [186, 44, 187, 1582]
drop-cap: L — [6, 490, 25, 524]
section-heading: NEW ADVERTISEMENTS. — [928, 49, 1109, 59]
ad-line: AT — [900, 1105, 910, 1116]
paragraph: The Extradition of Criminals Bill was read the second time, committed, and read the third time. — [191, 111, 368, 130]
subheading: [FROM A CORRESPONDENT.] — [230, 170, 329, 180]
divider — [928, 165, 1109, 166]
paragraph: RESIDENT MAGISTRATE'S COURT.—Thomas Blair, charged with stealing a bottle of gin, the property of F. Stock, from the Steamboat Tavern, was sentenced to three months imprisonment. The same individual was charged by John Enfield with stealing a bottle of cloves from the Custom-house Hotel, and sentenced, this being the third offence, to five months imprisonment, the two sentences to be concurrent. — [377, 612, 556, 686]
paragraph: We are desirous of affording every reasonable facility for the discussion of public subjects; but it must be understood that we are in no way responsible for the opinions expressed by correspondents. — [377, 834, 556, 867]
ad-line: ONE NIGHT MORE. — [63, 506, 146, 516]
table-row: Friday 3 6 34 7 7 — [6, 94, 182, 103]
tide-table-header: HIGH WATER AT NELSON. — [6, 60, 92, 69]
